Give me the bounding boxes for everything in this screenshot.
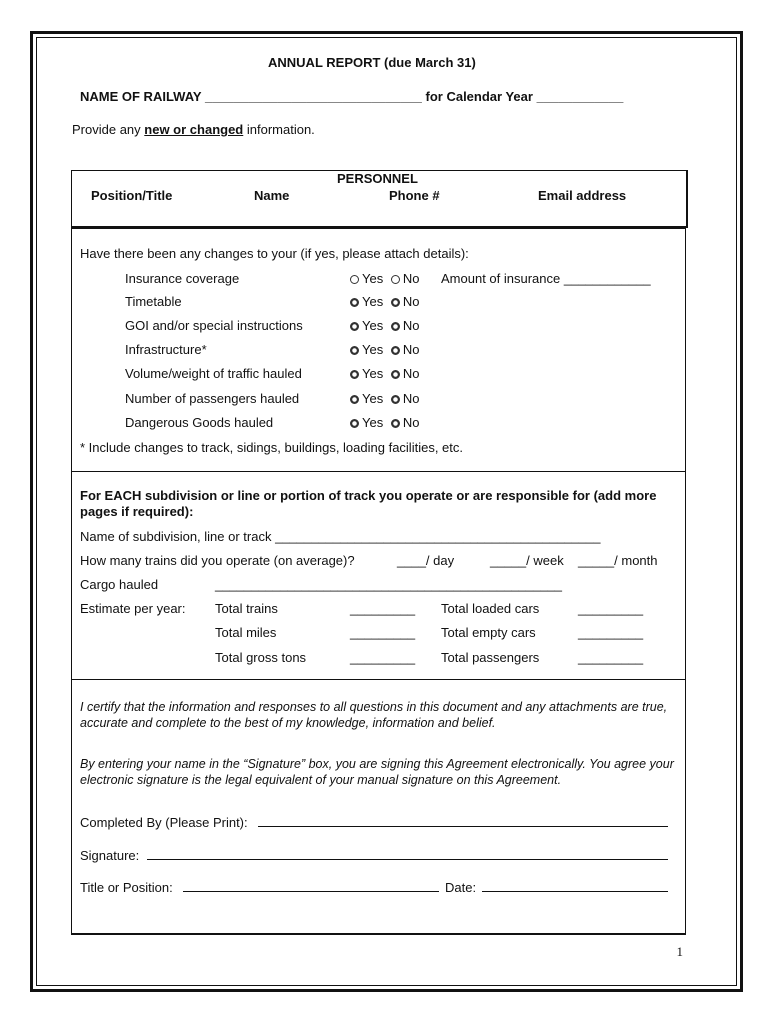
- infrastructure-yes-no: Yes No: [350, 342, 419, 357]
- total-gross-tons-field[interactable]: _________: [350, 650, 416, 665]
- signature-label: Signature:: [80, 848, 140, 863]
- railway-label: NAME OF RAILWAY: [80, 89, 202, 104]
- form-title: ANNUAL REPORT (due March 31): [268, 55, 476, 70]
- passengers-yes-no: Yes No: [350, 391, 419, 406]
- trains-per-day-field[interactable]: ____/ day: [397, 553, 455, 568]
- date-field[interactable]: [482, 891, 668, 892]
- trains-per-week-field[interactable]: _____/ week: [490, 553, 564, 568]
- railway-name-row: [80, 89, 623, 104]
- title-position-field[interactable]: [183, 891, 439, 892]
- passengers-no-radio[interactable]: [391, 395, 400, 404]
- total-loaded-cars-label: Total loaded cars: [441, 601, 540, 616]
- cargo-label: Cargo hauled: [80, 577, 159, 592]
- title-position-label: Title or Position:: [80, 880, 173, 895]
- certify-statement: I certify that the information and responses to all questions in this document and any attachments are true, accurate and complete to the best of my knowledge, information and belief.: [80, 700, 668, 730]
- goi-no-radio[interactable]: [391, 322, 400, 331]
- total-loaded-cars-field[interactable]: _________: [578, 601, 644, 616]
- traffic-no-radio[interactable]: [391, 370, 400, 379]
- item-infrastructure: Infrastructure*: [125, 342, 207, 357]
- dangerous-goods-yes-radio[interactable]: [350, 419, 359, 428]
- column-email: Email address: [538, 188, 627, 203]
- column-phone: Phone #: [389, 188, 440, 203]
- traffic-yes-no: Yes No: [350, 366, 419, 381]
- year-label: for Calendar Year: [425, 89, 533, 104]
- completed-by-label: Completed By (Please Print):: [80, 815, 248, 830]
- calendar-year-field[interactable]: ____________: [536, 89, 624, 104]
- timetable-yes-radio[interactable]: [350, 298, 359, 307]
- total-miles-label: Total miles: [215, 625, 277, 640]
- total-gross-tons-label: Total gross tons: [215, 650, 307, 665]
- infrastructure-footnote: * Include changes to track, sidings, buildings, loading facilities, etc.: [80, 440, 463, 455]
- date-label: Date:: [445, 880, 477, 895]
- subdivision-name-field[interactable]: _____________________________________________: [275, 529, 601, 544]
- personnel-heading: PERSONNEL: [337, 171, 418, 186]
- traffic-yes-radio[interactable]: [350, 370, 359, 379]
- subdivision-name-row: Name of subdivision, line or track _____________________________________________: [80, 529, 601, 544]
- amount-of-insurance: Amount of insurance ____________: [441, 271, 651, 286]
- total-miles-field[interactable]: _________: [350, 625, 416, 640]
- insurance-yes-no: Yes No: [350, 271, 419, 286]
- changes-intro: Have there been any changes to your (if yes, please attach details):: [80, 246, 469, 261]
- completed-by-field[interactable]: [258, 826, 668, 827]
- item-dangerous-goods: Dangerous Goods hauled: [125, 415, 274, 430]
- total-trains-label: Total trains: [215, 601, 278, 616]
- item-insurance-coverage: Insurance coverage: [125, 271, 240, 286]
- total-empty-cars-label: Total empty cars: [441, 625, 536, 640]
- subdivision-heading: For EACH subdivision or line or portion of track you operate or are responsible for (add more pages if required):: [80, 488, 657, 519]
- timetable-yes-no: Yes No: [350, 294, 419, 309]
- column-name: Name: [254, 188, 290, 203]
- total-passengers-field[interactable]: _________: [578, 650, 644, 665]
- trains-per-month-field[interactable]: _____/ month: [578, 553, 658, 568]
- provide-instruction: Provide any new or changed information.: [72, 122, 315, 137]
- trains-label: How many trains did you operate (on average)?: [80, 553, 355, 568]
- column-position-title: Position/Title: [91, 188, 173, 203]
- infrastructure-yes-radio[interactable]: [350, 346, 359, 355]
- goi-yes-radio[interactable]: [350, 322, 359, 331]
- dangerous-goods-no-radio[interactable]: [391, 419, 400, 428]
- amount-of-insurance-field[interactable]: ____________: [563, 271, 651, 286]
- item-timetable: Timetable: [125, 294, 182, 309]
- railway-name-field[interactable]: ______________________________: [204, 89, 422, 104]
- timetable-no-radio[interactable]: [391, 298, 400, 307]
- signature-field[interactable]: [147, 859, 668, 860]
- cargo-field[interactable]: ________________________________________________: [215, 577, 563, 592]
- new-or-changed-emphasis: new or changed: [144, 122, 244, 137]
- passengers-yes-radio[interactable]: [350, 395, 359, 404]
- item-passengers: Number of passengers hauled: [125, 391, 300, 406]
- total-empty-cars-field[interactable]: _________: [578, 625, 644, 640]
- page-number: 1: [676, 944, 683, 959]
- insurance-no-radio[interactable]: [391, 275, 400, 284]
- estimate-label: Estimate per year:: [80, 601, 186, 616]
- dangerous-goods-yes-no: Yes No: [350, 415, 419, 430]
- total-trains-field[interactable]: _________: [350, 601, 416, 616]
- infrastructure-no-radio[interactable]: [391, 346, 400, 355]
- goi-yes-no: Yes No: [350, 318, 419, 333]
- e-signature-statement: By entering your name in the “Signature” box, you are signing this Agreement electronically. You agree your electronic signature is the legal equivalent of your manual signature on this Agreement.: [80, 757, 674, 787]
- total-passengers-label: Total passengers: [441, 650, 540, 665]
- item-traffic-volume: Volume/weight of traffic hauled: [125, 366, 302, 381]
- insurance-yes-radio[interactable]: [350, 275, 359, 284]
- item-goi-instructions: GOI and/or special instructions: [125, 318, 303, 333]
